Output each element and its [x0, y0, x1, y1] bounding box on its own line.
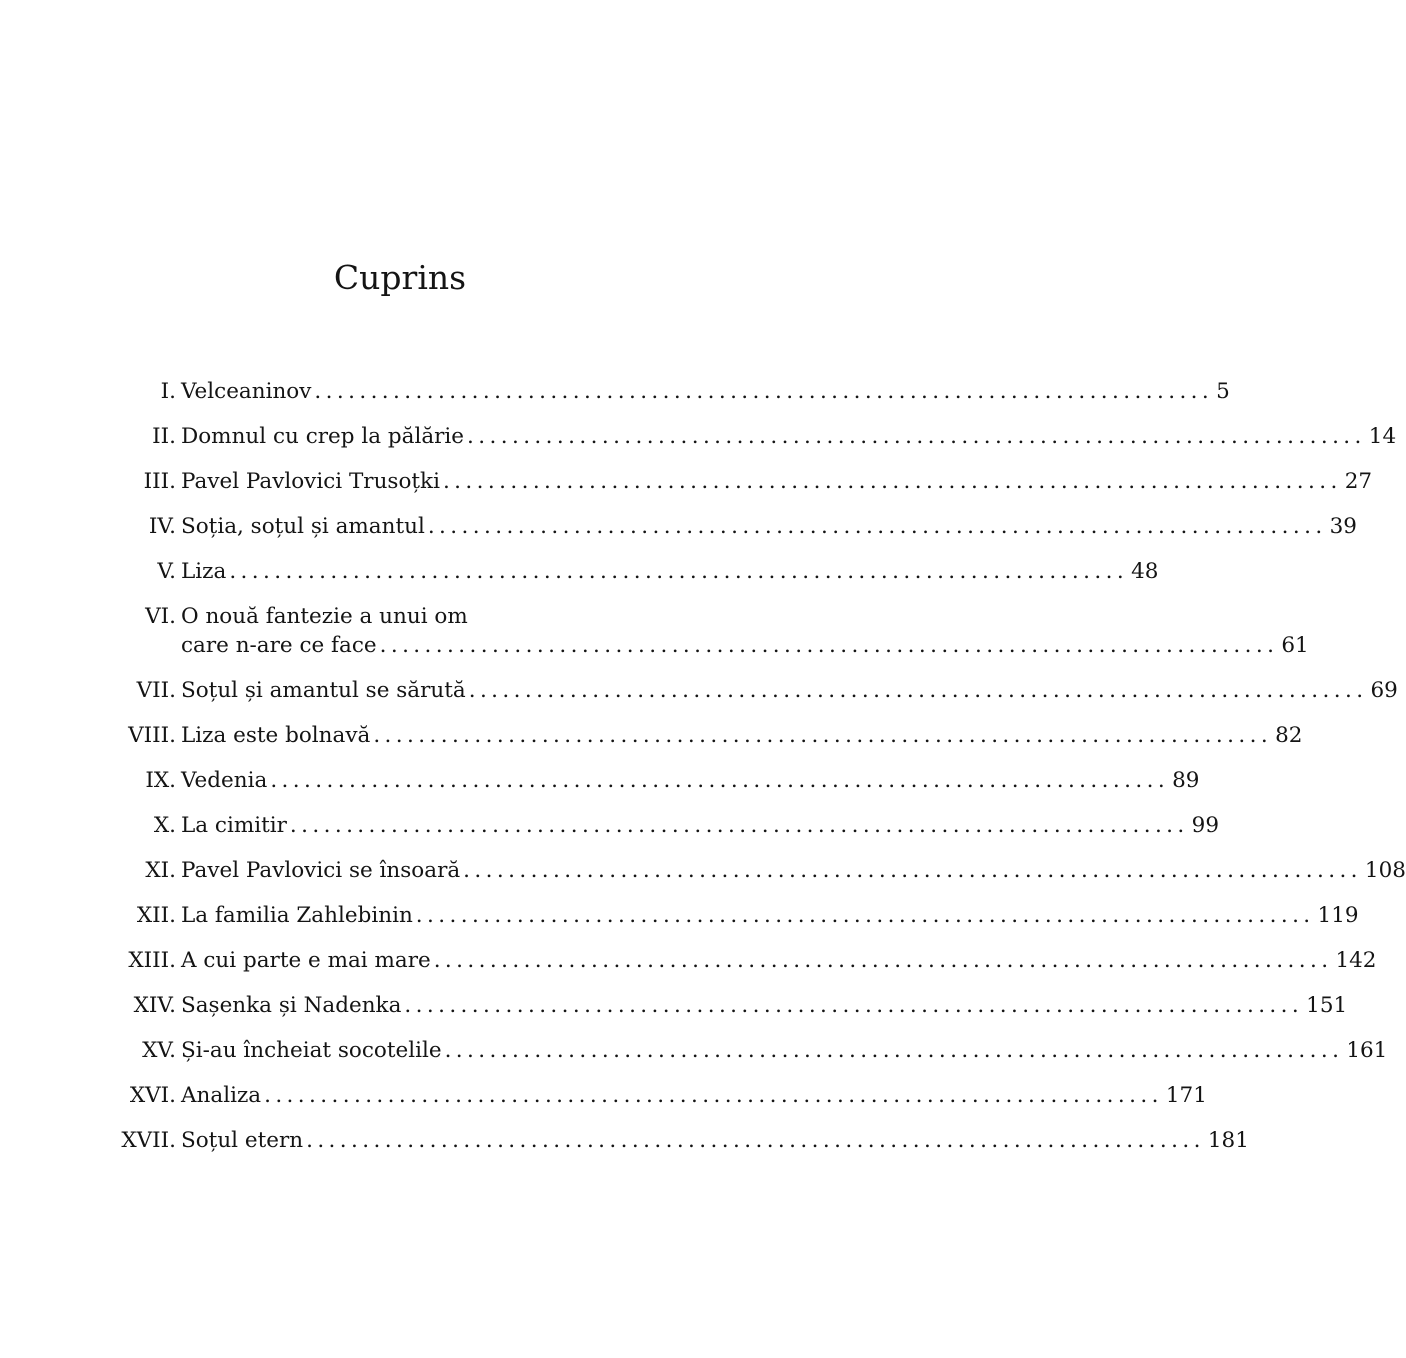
chapter-line — [181, 767, 1200, 796]
chapter-title: La cimitir — [181, 813, 287, 838]
chapter-numeral: IV. — [148, 514, 176, 539]
chapter-line — [181, 857, 1406, 886]
chapter-entry-body — [181, 1082, 1207, 1111]
chapter-title: Liza este bolnavă — [181, 723, 371, 748]
page-number: 181 — [1207, 1128, 1249, 1153]
chapter-entry-body — [181, 677, 1398, 706]
chapter-title: Domnul cu crep la pălărie — [181, 424, 465, 449]
page-number: 27 — [1344, 469, 1373, 494]
chapter-title: A cui parte e mai mare — [181, 948, 431, 973]
chapter-entry-body — [181, 812, 1220, 841]
chapter-entry-body — [181, 722, 1303, 751]
chapter-entry-body — [181, 513, 1357, 542]
chapter-entry-body — [181, 902, 1359, 931]
dot-leader: ................................................................................ — [427, 514, 1327, 539]
chapter-numeral: XV. — [142, 1038, 176, 1063]
chapter-title: Sașenka și Nadenka — [181, 993, 402, 1018]
toc-entry — [0, 941, 1377, 986]
page-number: 89 — [1172, 768, 1200, 793]
chapter-entry-body — [181, 992, 1348, 1021]
toc-entry — [0, 507, 1357, 552]
chapter-numeral: VII. — [136, 678, 176, 703]
chapter-title: Soția, soțul și amantul — [181, 514, 425, 539]
chapter-title: Liza — [181, 559, 227, 584]
chapter-title: La familia Zahlebinin — [181, 903, 413, 928]
dot-leader: ................................................................................ — [463, 858, 1362, 883]
dot-leader: ................................................................................ — [264, 1083, 1163, 1108]
toc-entry — [0, 806, 1220, 851]
chapter-line — [181, 513, 1357, 542]
dot-leader: ................................................................................ — [306, 1128, 1205, 1153]
chapter-line — [181, 632, 1309, 661]
chapter-line — [181, 677, 1398, 706]
chapter-numeral: XVII. — [121, 1128, 176, 1153]
chapter-title: Soțul și amantul se sărută — [181, 678, 466, 703]
chapter-numeral: IX. — [145, 768, 176, 793]
toc-entry — [0, 986, 1348, 1031]
chapter-numeral: XIII. — [128, 948, 176, 973]
dot-leader: ................................................................................ — [468, 678, 1368, 703]
dot-leader: ................................................................................ — [314, 379, 1214, 404]
page-number: 82 — [1275, 723, 1303, 748]
toc-entry — [0, 716, 1303, 761]
chapter-title: Analiza — [181, 1083, 262, 1108]
toc-entry — [0, 1076, 1207, 1121]
chapter-title: Velceaninov — [181, 379, 312, 404]
chapter-title: care n-are ce face — [181, 633, 377, 658]
page-number: 61 — [1281, 633, 1309, 658]
chapter-line — [181, 1037, 1388, 1066]
toc-entry — [0, 671, 1398, 716]
page-title: Cuprins — [333, 258, 467, 297]
dot-leader: ................................................................................ — [379, 633, 1279, 658]
toc-entry — [0, 597, 1309, 671]
page-number: 39 — [1329, 514, 1357, 539]
chapter-line — [181, 378, 1230, 407]
page-number: 108 — [1364, 858, 1406, 883]
chapter-entry-body — [181, 947, 1377, 976]
chapter-title-line: O nouă fantezie a unui om — [181, 604, 468, 629]
chapter-line — [181, 722, 1303, 751]
page-number: 171 — [1165, 1083, 1207, 1108]
chapter-line — [181, 423, 1397, 452]
chapter-numeral: XVI. — [129, 1083, 176, 1108]
dot-leader: ................................................................................ — [270, 768, 1170, 793]
chapter-numeral: VI. — [145, 604, 176, 629]
chapter-numeral: X. — [153, 813, 176, 838]
chapter-line — [181, 947, 1377, 976]
page-number: 119 — [1317, 903, 1359, 928]
chapter-title: Și-au încheiat socotelile — [181, 1038, 442, 1063]
chapter-entry-body — [181, 423, 1397, 452]
chapter-line — [181, 558, 1159, 587]
chapter-line — [181, 902, 1359, 931]
chapter-numeral: XIV. — [133, 993, 176, 1018]
dot-leader: ................................................................................ — [289, 813, 1189, 838]
toc-entry — [0, 851, 1406, 896]
chapter-line — [181, 992, 1348, 1021]
chapter-title: Pavel Pavlovici Trusoțki — [181, 469, 440, 494]
chapter-entry-body — [181, 603, 1309, 661]
chapter-numeral: VIII. — [128, 723, 176, 748]
page-number: 14 — [1368, 424, 1397, 449]
chapter-numeral: XII. — [136, 903, 176, 928]
toc-entry — [0, 552, 1159, 597]
chapter-numeral: V. — [157, 559, 176, 584]
page-number: 69 — [1370, 678, 1398, 703]
toc-entry — [0, 372, 1230, 417]
chapter-numeral: I. — [160, 379, 176, 404]
page-number: 48 — [1131, 559, 1159, 584]
toc-entry — [0, 462, 1373, 507]
toc-entry — [0, 896, 1359, 941]
chapter-entry-body — [181, 857, 1406, 886]
dot-leader: ................................................................................ — [404, 993, 1304, 1018]
table-of-contents — [0, 372, 1406, 1166]
chapter-entry-body — [181, 468, 1373, 497]
dot-leader: ................................................................................ — [415, 903, 1315, 928]
chapter-title: Pavel Pavlovici se însoară — [181, 858, 461, 883]
chapter-entry-body — [181, 1037, 1388, 1066]
toc-entry — [0, 1031, 1388, 1076]
chapter-entry-body — [181, 378, 1230, 407]
chapter-entry-body — [181, 767, 1200, 796]
page-number: 99 — [1191, 813, 1220, 838]
chapter-entry-body — [181, 1127, 1249, 1156]
chapter-line — [181, 468, 1373, 497]
page-number: 151 — [1306, 993, 1348, 1018]
chapter-line — [181, 1082, 1207, 1111]
dot-leader: ................................................................................ — [467, 424, 1366, 449]
chapter-title: Soțul etern — [181, 1128, 304, 1153]
chapter-title: Vedenia — [181, 768, 268, 793]
toc-entry — [0, 761, 1200, 806]
chapter-entry-body — [181, 558, 1159, 587]
chapter-numeral: XI. — [145, 858, 176, 883]
toc-entry — [0, 1121, 1249, 1166]
dot-leader: ................................................................................ — [433, 948, 1333, 973]
dot-leader: ................................................................................ — [444, 1038, 1344, 1063]
chapter-numeral: III. — [143, 469, 176, 494]
chapter-numeral: II. — [152, 424, 176, 449]
page-number: 142 — [1335, 948, 1377, 973]
dot-leader: ................................................................................ — [229, 559, 1129, 584]
chapter-line — [181, 812, 1220, 841]
chapter-line — [181, 1127, 1249, 1156]
toc-entry — [0, 417, 1397, 462]
dot-leader: ................................................................................ — [373, 723, 1273, 748]
page-number: 5 — [1216, 379, 1230, 404]
page-number: 161 — [1346, 1038, 1388, 1063]
dot-leader: ................................................................................ — [442, 469, 1342, 494]
